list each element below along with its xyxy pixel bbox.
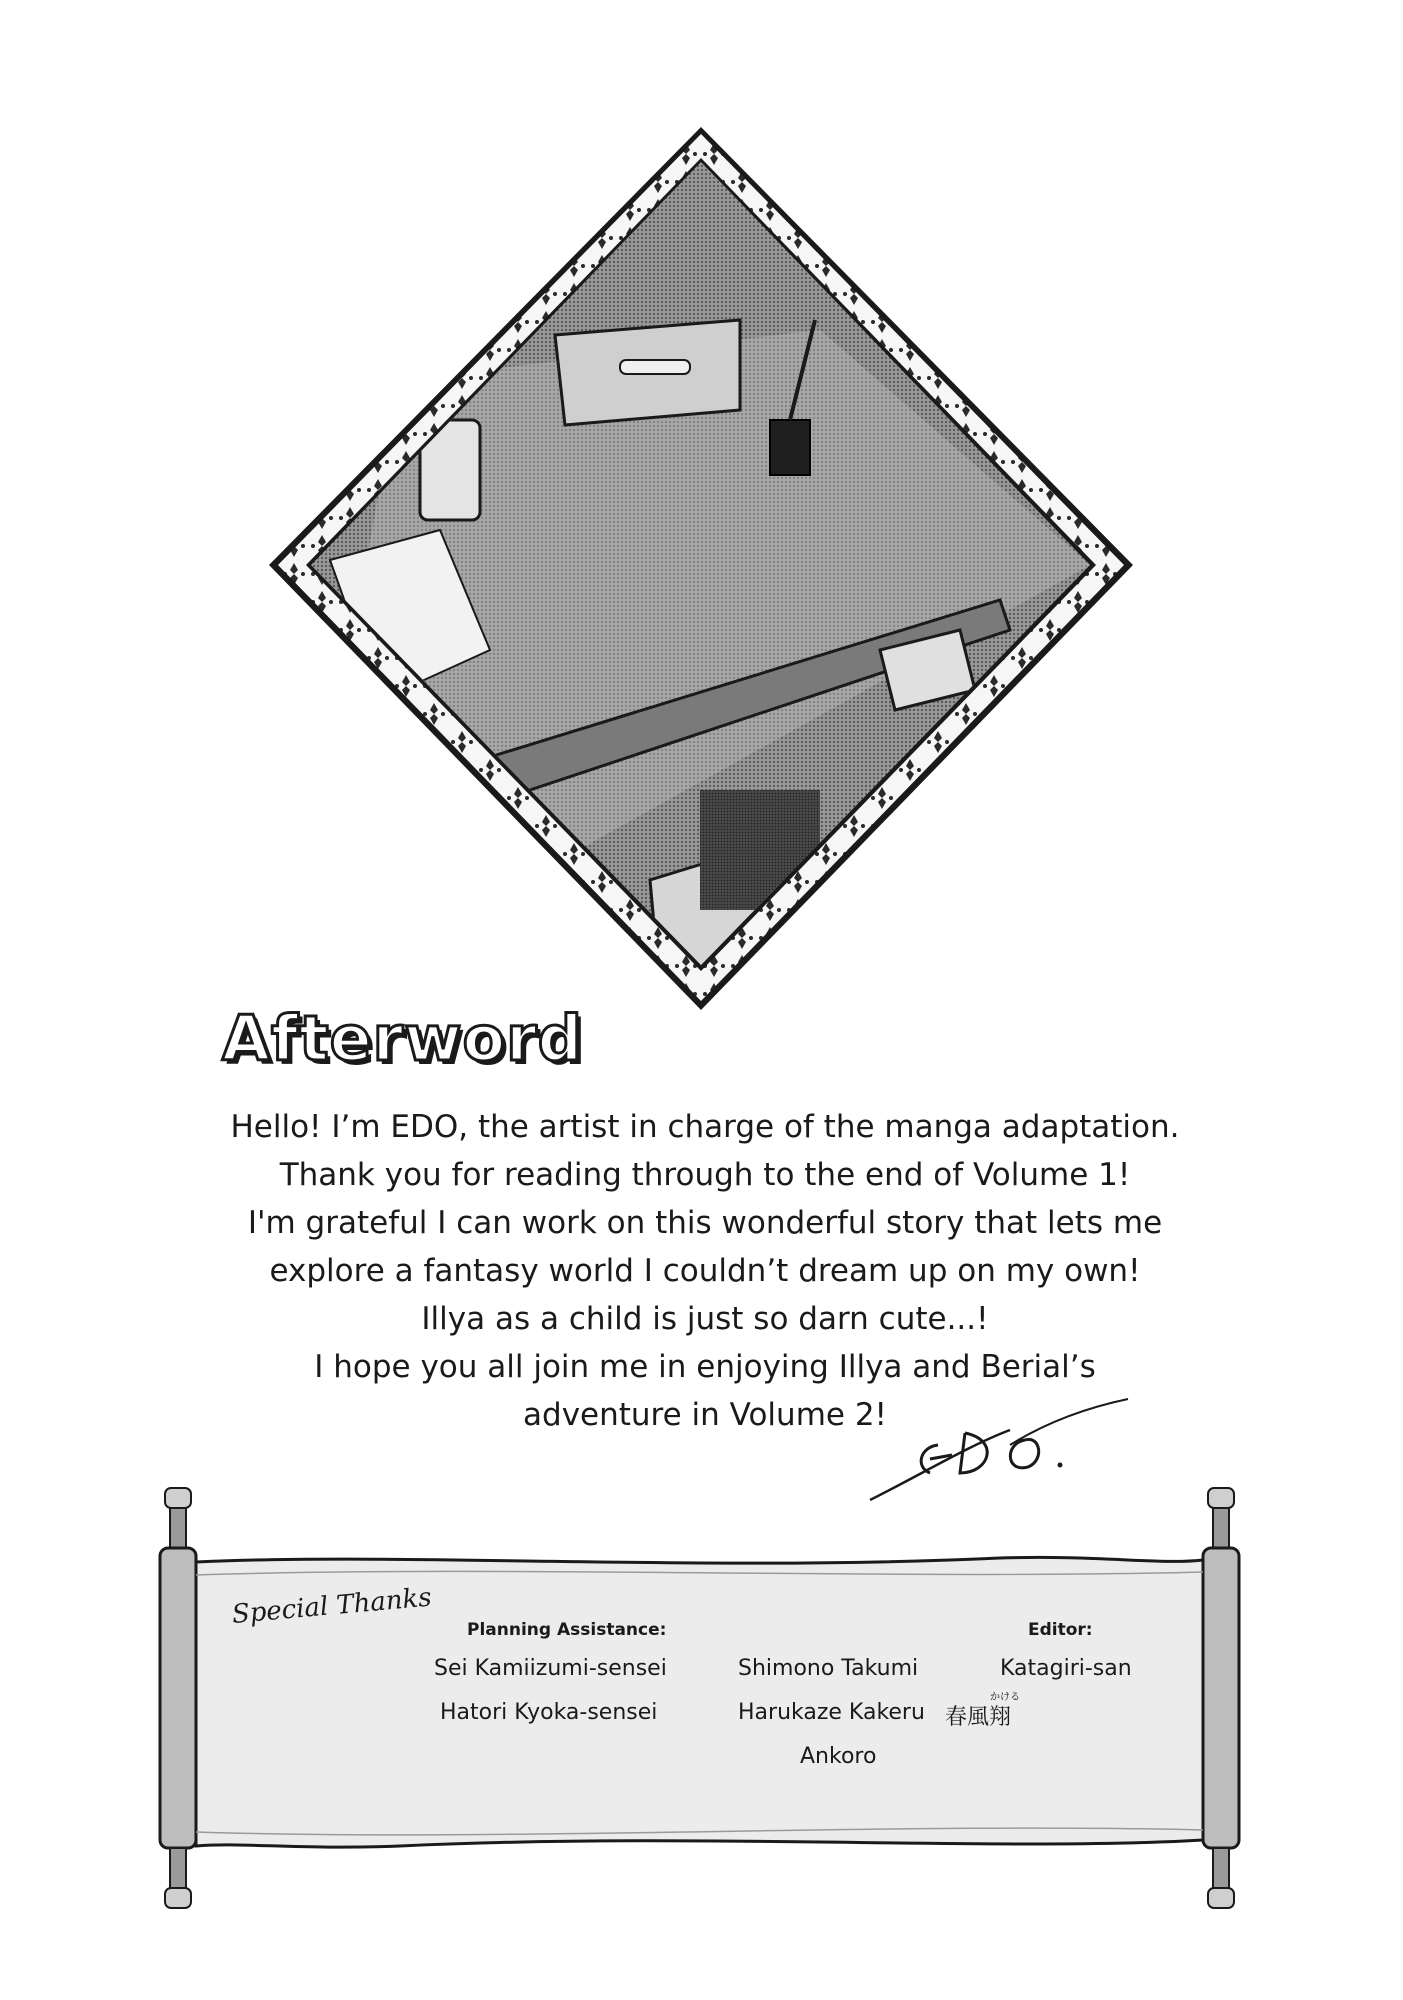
special-thanks-heading: Special Thanks [230, 1582, 433, 1630]
message-line: I hope you all join me in enjoying Illya and Berial’s [314, 1349, 1096, 1385]
credit-name: Katagiri-san [1000, 1656, 1132, 1681]
message-line: I'm grateful I can work on this wonderful story that lets me [247, 1205, 1163, 1241]
credit-name: Hatori Kyoka-sensei [440, 1700, 658, 1725]
credit-name: Sei Kamiizumi-sensei [434, 1656, 667, 1681]
message-line: adventure in Volume 2! [523, 1397, 887, 1433]
message-line: Hello! I’m EDO, the artist in charge of the manga adaptation. [230, 1109, 1180, 1145]
credit-name: Shimono Takumi [738, 1656, 919, 1681]
credit-name: Ankoro [800, 1744, 877, 1769]
message-line: Thank you for reading through to the end of Volume 1! [279, 1157, 1131, 1193]
credit-name-kanji: 春風翔 [945, 1705, 1012, 1730]
credit-name: Harukaze Kakeru [738, 1700, 925, 1725]
left-scroll-rod [160, 1488, 196, 1908]
afterword-title: Afterword [222, 1002, 584, 1075]
editor-label: Editor: [1028, 1620, 1093, 1640]
ruby-annotation: かける [990, 1692, 1020, 1703]
planning-assistance-label: Planning Assistance: [467, 1620, 667, 1640]
message-line: explore a fantasy world I couldn’t dream up on my own! [269, 1253, 1141, 1289]
right-scroll-rod [1203, 1488, 1239, 1908]
message-line: Illya as a child is just so darn cute...! [421, 1301, 989, 1337]
